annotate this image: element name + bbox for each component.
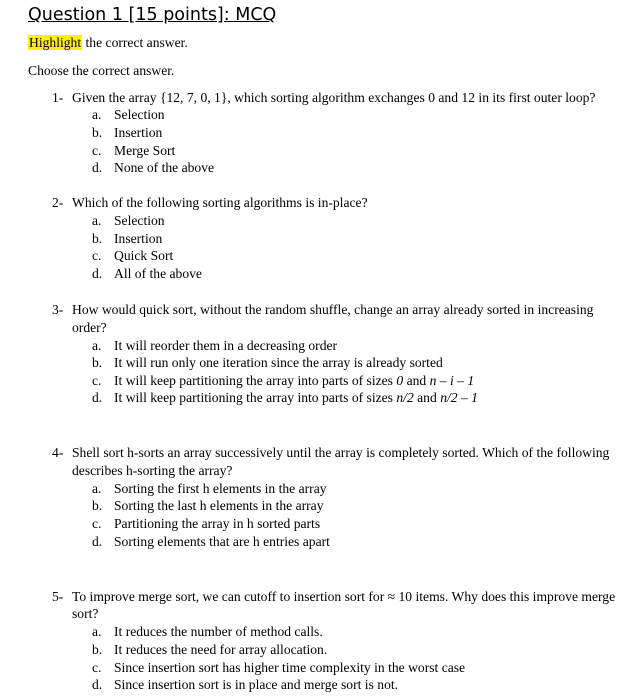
page-title: Question 1 [15 points]: MCQ: [28, 5, 277, 25]
option-letter: c.: [92, 143, 102, 158]
option-text: It reduces the number of method calls.: [114, 624, 323, 639]
option-text: Sorting elements that are h entries apart: [114, 534, 330, 549]
option-letter: a.: [92, 213, 102, 228]
question-1-option-a[interactable]: [92, 107, 165, 123]
question-1-option-d[interactable]: [92, 160, 214, 176]
question-5-option-c[interactable]: [92, 660, 465, 676]
instruction-rest: the correct answer.: [82, 35, 188, 50]
option-letter: d.: [92, 390, 103, 405]
option-letter: b.: [92, 642, 103, 657]
question-4-text-line-2: describes h-sorting the array?: [72, 463, 233, 478]
question-1-option-c[interactable]: [92, 143, 175, 159]
option-letter: b.: [92, 355, 103, 370]
question-4-option-c[interactable]: [92, 516, 320, 532]
option-text: It will reorder them in a decreasing order: [114, 338, 338, 353]
option-text: and: [403, 373, 430, 388]
question-2-option-d[interactable]: [92, 266, 202, 282]
question-5-option-d[interactable]: [92, 677, 398, 693]
option-letter: c.: [92, 516, 102, 531]
question-2-number: 2-: [52, 195, 64, 210]
question-5-text-line-2: sort?: [72, 606, 99, 621]
option-text: Merge Sort: [114, 143, 176, 158]
question-3-text-line-2: order?: [72, 320, 107, 335]
option-text: All of the above: [114, 266, 202, 281]
question-5-number: 5-: [52, 589, 64, 604]
choose-instruction: Choose the correct answer.: [28, 63, 175, 78]
option-text: Selection: [114, 107, 165, 122]
option-letter: c.: [92, 373, 102, 388]
question-3-option-d[interactable]: [92, 390, 478, 406]
option-letter: b.: [92, 231, 103, 246]
question-1-number: 1-: [52, 90, 64, 105]
option-letter: d.: [92, 266, 103, 281]
option-letter: a.: [92, 338, 102, 353]
option-text: and: [413, 390, 441, 405]
question-2-option-b[interactable]: [92, 231, 162, 247]
option-text: Since insertion sort is in place and merge sort is not.: [114, 677, 399, 692]
question-2-option-c[interactable]: [92, 248, 173, 264]
question-3-option-a[interactable]: [92, 338, 337, 354]
option-letter: d.: [92, 677, 103, 692]
highlight-word: Highlight: [29, 35, 82, 50]
option-letter: b.: [92, 125, 103, 140]
option-text: Selection: [114, 213, 165, 228]
question-3-option-c[interactable]: [92, 373, 474, 389]
option-letter: a.: [92, 107, 102, 122]
option-text: It reduces the need for array allocation.: [114, 642, 328, 657]
option-text: None of the above: [114, 160, 215, 175]
question-5-text-line-1: To improve merge sort, we can cutoff to insertion sort for ≈ 10 items. Why does this improve merge: [72, 589, 616, 604]
question-5-option-a[interactable]: [92, 624, 323, 640]
option-text: Insertion: [114, 231, 163, 246]
question-5-option-b[interactable]: [92, 642, 327, 658]
option-text: It will keep partitioning the array into parts of sizes: [114, 373, 397, 388]
option-letter: c.: [92, 660, 102, 675]
option-letter: d.: [92, 160, 103, 175]
option-letter: d.: [92, 534, 103, 549]
math-term: n/2 – 1: [440, 390, 478, 405]
question-1-option-b[interactable]: [92, 125, 162, 141]
option-text: Insertion: [114, 125, 163, 140]
math-term: n – i – 1: [429, 373, 475, 388]
question-4-number: 4-: [52, 445, 64, 460]
option-text: It will run only one iteration since the array is already sorted: [114, 355, 443, 370]
question-3-number: 3-: [52, 302, 64, 317]
math-term: 0: [396, 373, 404, 388]
question-4-option-b[interactable]: [92, 498, 324, 514]
question-4-option-d[interactable]: [92, 534, 330, 550]
option-text: Quick Sort: [114, 248, 174, 263]
option-text: Partitioning the array in h sorted parts: [114, 516, 321, 531]
question-4-text-line-1: Shell sort h-sorts an array successively until the array is completely sorted. Which of the following: [72, 445, 610, 460]
instruction: [28, 35, 188, 51]
question-1-text: Given the array {12, 7, 0, 1}, which sorting algorithm exchanges 0 and 12 in its first outer loop?: [72, 90, 596, 105]
option-letter: b.: [92, 498, 103, 513]
math-term: n/2: [396, 390, 414, 405]
option-letter: c.: [92, 248, 102, 263]
question-3-option-b[interactable]: [92, 355, 443, 371]
option-text: Since insertion sort has higher time complexity in the worst case: [114, 660, 466, 675]
option-letter: a.: [92, 624, 102, 639]
option-text: Sorting the last h elements in the array: [114, 498, 324, 513]
option-text: Sorting the first h elements in the array: [114, 481, 327, 496]
question-2-option-a[interactable]: [92, 213, 165, 229]
question-3-text-line-1: How would quick sort, without the random shuffle, change an array already sorted in increasing: [72, 302, 594, 317]
question-4-option-a[interactable]: [92, 481, 327, 497]
option-letter: a.: [92, 481, 102, 496]
question-2-text: Which of the following sorting algorithms is in-place?: [72, 195, 368, 210]
option-text: It will keep partitioning the array into parts of sizes: [114, 390, 397, 405]
